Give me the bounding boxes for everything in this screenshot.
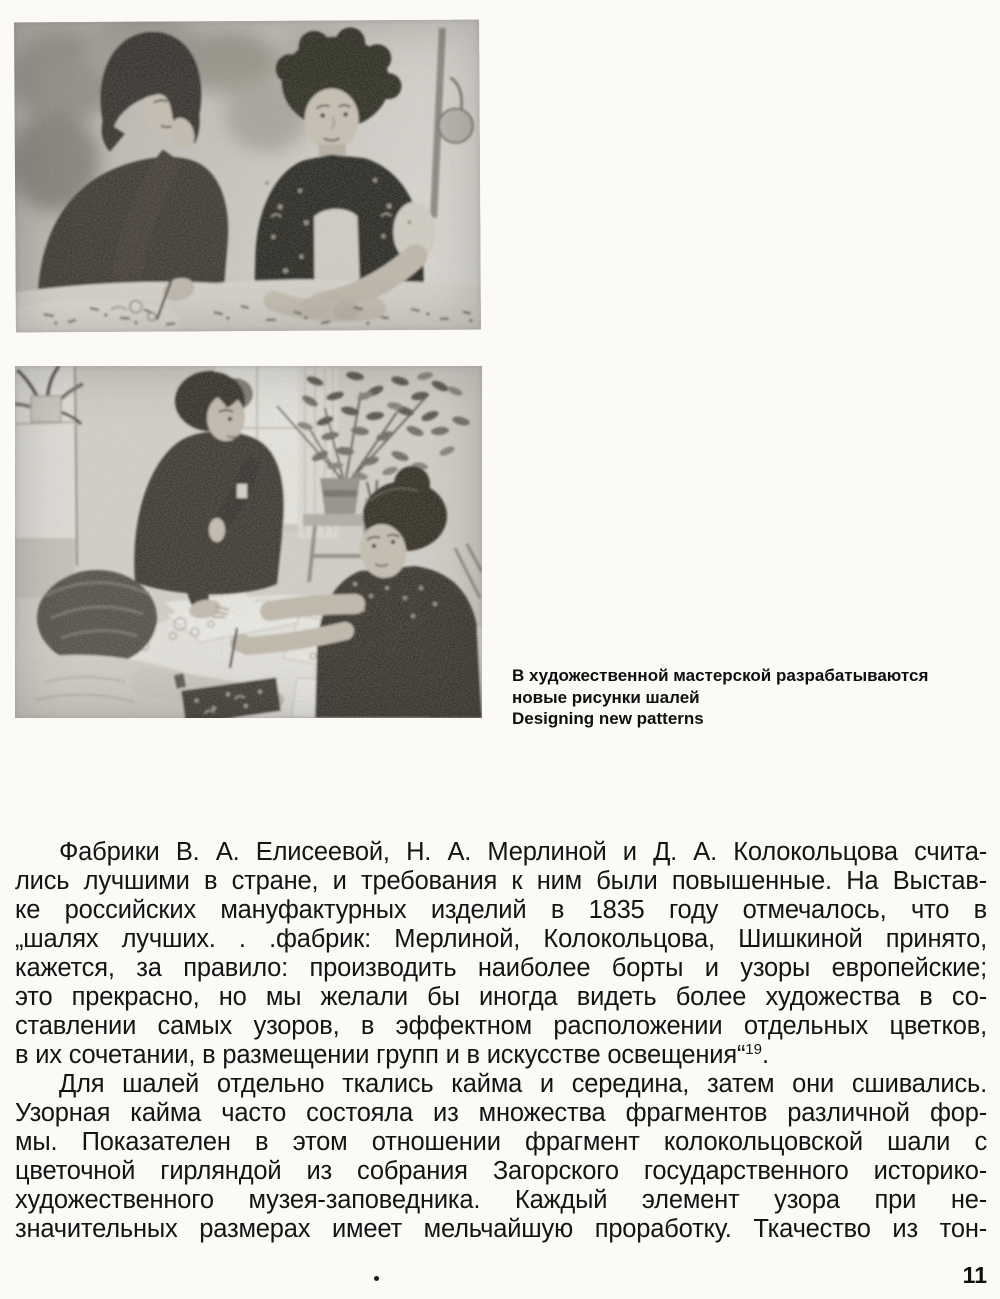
text-line: лись лучшими в стране, и требования к ним были повышенные. На Выстав- <box>15 867 987 895</box>
text-line: цветочной гирляндой из собрания Загорского государственного историко- <box>15 1157 987 1185</box>
text-line <box>15 1041 987 1070</box>
quote-end-text: в их сочетании, в размещении групп и в искусстве освещения“ <box>15 1041 746 1069</box>
text-line: значительных размерах имеет мельчайшую проработку. Ткачество из тон- <box>15 1215 987 1243</box>
sentence-period: . <box>761 1041 769 1069</box>
footnote-ref: 19 <box>745 1041 762 1058</box>
photo-two-artists <box>14 20 481 333</box>
photo-caption <box>512 665 972 730</box>
photo-studio-group <box>15 366 482 718</box>
caption-line-en: Designing new patterns <box>512 709 704 728</box>
text-line: Для шалей отдельно ткались кайма и середина, затем они сшивались. <box>59 1070 987 1098</box>
text-line: художественного музея-заповедника. Каждый элемент узора при не- <box>15 1186 987 1214</box>
text-line: мы. Показателен в этом отношении фрагмент колокольцовской шали с <box>15 1128 987 1156</box>
photo-bottom-image <box>15 366 482 718</box>
text-line: „шалях лучших. . .фабрик: Мерлиной, Колокольцова, Шишкиной принято, <box>15 925 987 953</box>
text-line: кажется, за правило: производить наиболее борты и узоры европейские; <box>15 954 987 982</box>
caption-line-ru-1: В художественной мастерской разрабатываются <box>512 666 929 685</box>
ink-spot <box>374 1276 379 1281</box>
text-line: ке российских мануфактурных изделий в 1835 году отмечалось, что в <box>15 896 987 924</box>
text-line: Фабрики В. А. Елисеевой, Н. А. Мерлиной и Д. А. Колокольцова счита- <box>59 838 987 866</box>
text-line: ставлении самых узоров, в эффектном расположении отдельных цветков, <box>15 1012 987 1040</box>
photo-top-image <box>14 20 481 333</box>
caption-line-ru-2: новые рисунки шалей <box>512 687 700 707</box>
page-number: 11 <box>962 1262 987 1288</box>
body-text <box>15 838 987 1244</box>
text-line: Узорная кайма часто состояла из множества фрагментов различной фор- <box>15 1099 987 1127</box>
text-line: это прекрасно, но мы желали бы иногда видеть более художества в со- <box>15 983 987 1011</box>
